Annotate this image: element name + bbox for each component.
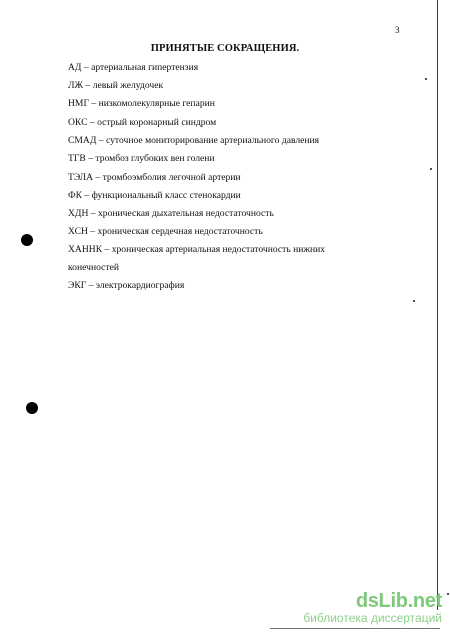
abbreviation-item: СМАД – суточное мониторирование артериального давления — [68, 135, 320, 146]
abbreviation-item: ХАННК – хроническая артериальная недостаточность нижних конечностей — [68, 244, 326, 273]
abbreviation-item: ФК – функциональный класс стенокардии — [68, 190, 241, 201]
abbreviation-item: ОКС – острый коронарный синдром — [68, 117, 217, 128]
punch-hole-mark — [21, 234, 33, 246]
abbreviation-item: ЭКГ – электрокардиография — [68, 280, 185, 291]
abbreviation-item: ХСН – хроническая сердечная недостаточность — [68, 226, 263, 237]
abbreviation-item: ЛЖ – левый желудочек — [68, 80, 164, 91]
scan-edge-bottom — [270, 628, 440, 629]
punch-hole-mark — [26, 402, 38, 414]
abbreviation-item: НМГ – низкомолекулярные гепарин — [68, 98, 215, 109]
scan-speck — [413, 300, 415, 302]
page-number: 3 — [395, 25, 400, 35]
page-title: ПРИНЯТЫЕ СОКРАЩЕНИЯ. — [150, 43, 300, 54]
abbreviation-item: ХДН – хроническая дыхательная недостаточность — [68, 208, 274, 219]
watermark-logo: dsLib.net — [355, 590, 442, 612]
scan-speck — [430, 168, 432, 170]
watermark — [282, 590, 442, 625]
watermark-subtitle: библиотека диссертаций — [303, 611, 442, 625]
abbreviation-item: ТЭЛА – тромбоэмболия легочной артерии — [68, 172, 241, 183]
scan-speck — [425, 78, 427, 80]
scan-edge-right — [437, 0, 438, 610]
abbreviation-item: АД – артериальная гипертензия — [68, 62, 199, 73]
abbreviation-item: ТГВ – тромбоз глубоких вен голени — [68, 153, 215, 164]
scan-speck — [447, 593, 449, 595]
